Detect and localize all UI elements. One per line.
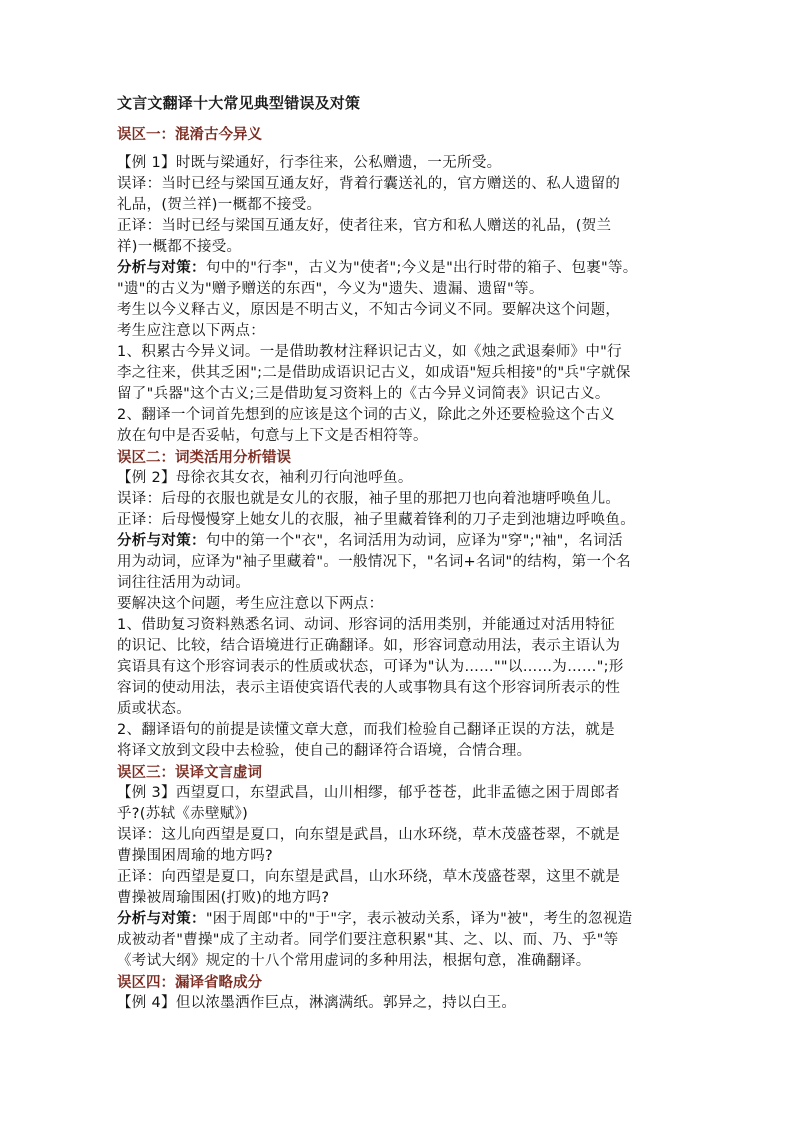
analysis-line: 放在句中是否妥帖，句意与上下文是否相符等。 (117, 428, 428, 444)
analysis-line: 1、积累古今异义词。一是借助教材注释识记古义，如《烛之武退秦师》中"行 (117, 344, 622, 360)
analysis-line: 容词的使动用法，表示主语使宾语代表的人或事物具有这个形容词所表示的性 (117, 680, 621, 696)
analysis-label: 分析与对策： (117, 533, 206, 549)
document-title: 文言文翻译十大常见典型错误及对策 (117, 94, 361, 112)
analysis-line: 2、翻译语句的前提是读懂文章大意，而我们检验自己翻译正误的方法，就是 (117, 722, 615, 738)
example-line: 【例 1】时既与梁通好，行李往来，公私赠遗，一无所受。 (117, 155, 502, 171)
analysis-line: 用为动词，应译为"袖子里藏着"。一般情况下，"名词+名词"的结构，第一个名 (117, 554, 631, 570)
correct-translation-line: 正译：后母慢慢穿上她女儿的衣服，袖子里藏着锋利的刀子走到池塘边呼唤鱼。 (117, 512, 635, 528)
section-heading-1: 误区一：混淆古今异义 (117, 126, 262, 143)
correct-translation-line: 正译：当时已经与梁国互通友好，使者往来，官方和私人赠送的礼品，(贺兰 (117, 218, 612, 234)
analysis-line: 的识记、比较，结合语境进行正确翻译。如，形容词意动用法，表示主语认为 (117, 638, 621, 654)
analysis-line: 考生以今义释古义，原因是不明古义，不知古今词义不同。要解决这个问题， (117, 302, 621, 318)
analysis-text: "困于周郎"中的"于"字，表示被动关系，译为"被"，考生的忽视造 (205, 911, 633, 927)
analysis-line (117, 258, 689, 279)
analysis-label: 分析与对策： (117, 911, 206, 927)
analysis-line: "遗"的古义为"赠予赠送的东西"，今义为"遗失、遗漏、遗留"等。 (117, 281, 544, 297)
analysis-line: 质或状态。 (117, 701, 191, 717)
analysis-text: 句中的"行李"，古义为"使者";今义是"出行时带的箱子、包裹"等。 (205, 260, 638, 276)
analysis-line (117, 531, 689, 552)
wrong-translation-line: 误译：当时已经与梁国互通友好，背着行囊送礼的，官方赠送的、私人遗留的 (117, 176, 621, 192)
document-page (117, 94, 689, 1014)
wrong-translation-line: 误译：后母的衣服也就是女儿的衣服，袖子里的那把刀也向着池塘呼唤鱼儿。 (117, 491, 621, 507)
example-line: 乎?(苏轼《赤壁赋》) (117, 806, 249, 822)
analysis-line: 词往往活用为动词。 (117, 575, 251, 591)
analysis-line (117, 909, 689, 930)
section-heading-3: 误区三：误译文言虚词 (117, 764, 262, 781)
analysis-line: 考生应注意以下两点： (117, 323, 265, 339)
analysis-label: 分析与对策： (117, 260, 206, 276)
wrong-translation-line: 误译：这儿向西望是夏口，向东望是武昌，山水环绕，草木茂盛苍翠，不就是 (117, 827, 621, 843)
analysis-line: 《考试大纲》规定的十八个常用虚词的多种用法，根据句意，准确翻译。 (117, 953, 591, 969)
analysis-line: 2、翻译一个词首先想到的应该是这个词的古义，除此之外还要检验这个古义 (117, 407, 615, 423)
analysis-line: 成被动者"曹操"成了主动者。同学们要注意积累"其、之、以、而、乃、乎"等 (117, 932, 619, 948)
wrong-translation-line: 礼品，(贺兰祥)一概都不接受。 (117, 197, 322, 213)
section-heading-4: 误区四：漏译省略成分 (117, 974, 262, 991)
analysis-line: 宾语具有这个形容词表示的性质或状态，可译为"认为……""以……为……";形 (117, 659, 624, 675)
example-line: 【例 4】但以浓墨洒作巨点，淋漓满纸。郭异之，持以白王。 (117, 995, 517, 1011)
analysis-line: 留了"兵器"这个古义;三是借助复习资料上的《古今异义词简表》识记古义。 (117, 386, 610, 402)
analysis-text: 句中的第一个"衣"，名词活用为动词，应译为"穿";"袖"，名词活 (205, 533, 623, 549)
wrong-translation-line: 曹操围困周瑜的地方吗? (117, 848, 273, 864)
analysis-line: 将译文放到文段中去检验，使自己的翻译符合语境，合情合理。 (117, 743, 532, 759)
correct-translation-line: 祥)一概都不接受。 (117, 239, 242, 255)
example-line: 【例 2】母徐衣其女衣，袖利刃行向池呼鱼。 (117, 470, 413, 486)
analysis-line: 1、借助复习资料熟悉名词、动词、形容词的活用类别，并能通过对活用特征 (117, 617, 615, 633)
example-line: 【例 3】西望夏口，东望武昌，山川相缪，郁乎苍苍，此非孟德之困于周郎者 (117, 785, 620, 801)
section-heading-2: 误区二：词类活用分析错误 (117, 449, 291, 466)
analysis-line: 李之往来，供其乏困";二是借助成语识记古义，如成语"短兵相接"的"兵"字就保 (117, 365, 631, 381)
correct-translation-line: 曹操被周瑜围困(打败)的地方吗? (117, 890, 330, 906)
correct-translation-line: 正译：向西望是夏口，向东望是武昌，山水环绕，草木茂盛苍翠，这里不就是 (117, 869, 621, 885)
analysis-line: 要解决这个问题，考生应注意以下两点： (117, 596, 384, 612)
